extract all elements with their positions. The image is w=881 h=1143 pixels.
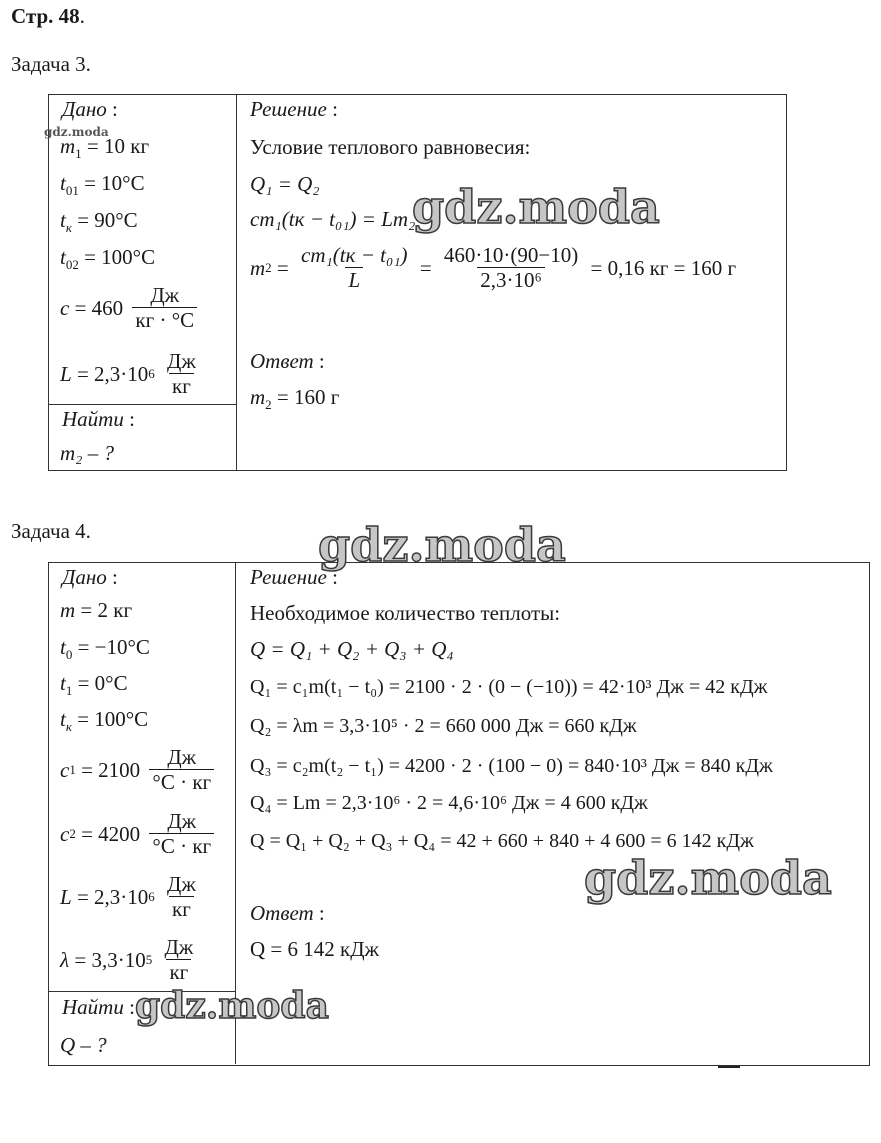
equation-q2: Q₂ = λm = 3,3·10⁵ · 2 = 660 000 Дж = 660 кДж <box>250 715 637 737</box>
given-tk: $t_к = 100^\circ C$ <box>60 707 149 734</box>
given-t0: $t_0 = -10^\circ C$ <box>60 635 150 662</box>
equation-3: m 2 = $\frac{\text{cm₁(tк − t₀₁)}}{L}$ = $\frac{460\cdot 10\cdot(90-10)}{\text{2,3·10⁶}}$ = 0,16 кг = 160 г <box>250 243 737 292</box>
equation-sum: Q = Q₁ + Q₂ + Q₃ + Q₄ <box>250 637 454 661</box>
watermark: gdz.moda <box>318 518 566 572</box>
equation-total: Q = Q₁ + Q₂ + Q₃ + Q₄ = 42 + 660 + 840 + 4 600 = 6 142 кДж <box>250 830 754 852</box>
equation-1: Q₁ = Q₂ <box>250 172 320 196</box>
given-c2: c 2 = 4200 $\frac{Дж}{^\circ C \cdot кг}$ <box>60 810 218 857</box>
find-Q: Q – ? <box>60 1033 107 1057</box>
given-c1: c 1 = 2100 $\frac{Дж}{^\circ C \cdot кг}$ <box>60 746 218 793</box>
given-label: Дано : <box>62 565 118 589</box>
task-4-title: Задача 4. <box>11 519 91 543</box>
given-m: m = 2 кг <box>60 598 133 622</box>
given-tk: $t_к = 90^\circ C$ <box>60 208 138 235</box>
dash-mark <box>718 1066 740 1068</box>
given-c: c = 460 $\frac{Дж}{кг \cdot ^\circ C}$ <box>60 284 201 331</box>
given-t02: $t_{02} = 100^\circ C$ <box>60 245 156 272</box>
given-label: Дано : <box>62 97 118 121</box>
watermark: gdz.moda <box>584 851 832 905</box>
find-m2: m₂ – ? <box>60 441 114 465</box>
equation-q4: Q₄ = Lm = 2,3·10⁶ · 2 = 4,6·10⁶ Дж = 4 600 кДж <box>250 792 648 814</box>
watermark-small: gdz.moda <box>44 125 109 139</box>
condition-text: Условие теплового равновесия: <box>250 135 531 159</box>
given-lambda: λ = 3,3·10 5 $\frac{Дж}{кг}$ <box>60 935 194 984</box>
answer-label: Ответ : <box>250 901 325 925</box>
answer-label: Ответ : <box>250 349 325 373</box>
page-title: Стр. 48. <box>11 4 85 28</box>
solution-label: Решение : <box>250 565 338 589</box>
equation-q1: Q₁ = c₁m(t₁ − t₀) = 2100 · 2 · (0 − (−10)) = 42·10³ Дж = 42 кДж <box>250 676 768 698</box>
find-label: Найти : <box>62 407 135 431</box>
solution-label: Решение : <box>250 97 338 121</box>
heat-needed-text: Необходимое количество теплоты: <box>250 601 561 625</box>
given-t01: $t_{01} = 10^\circ C$ <box>60 171 145 198</box>
given-t1: $t_1 = 0^\circ C$ <box>60 671 128 698</box>
task-3-title: Задача 3. <box>11 52 91 76</box>
equation-2: cm₁(tк − t₀₁) = Lm₂ <box>250 207 416 231</box>
equation-q3: Q₃ = c₂m(t₂ − t₁) = 4200 · 2 · (100 − 0) = 840·10³ Дж = 840 кДж <box>250 755 773 777</box>
answer-value: $m_2 = 160$ г <box>250 385 340 412</box>
given-m1: $m_1 = 10$ кг <box>60 134 150 161</box>
watermark: gdz.moda <box>135 985 329 1027</box>
given-L: L = 2,3·10 6 $\frac{Дж}{кг}$ <box>60 349 196 398</box>
watermark: gdz.moda <box>412 180 660 234</box>
given-L: L = 2,3·10 6 $\frac{Дж}{кг}$ <box>60 872 196 921</box>
answer-value: Q = 6 142 кДж <box>250 937 380 961</box>
find-label: Найти : <box>62 995 135 1019</box>
